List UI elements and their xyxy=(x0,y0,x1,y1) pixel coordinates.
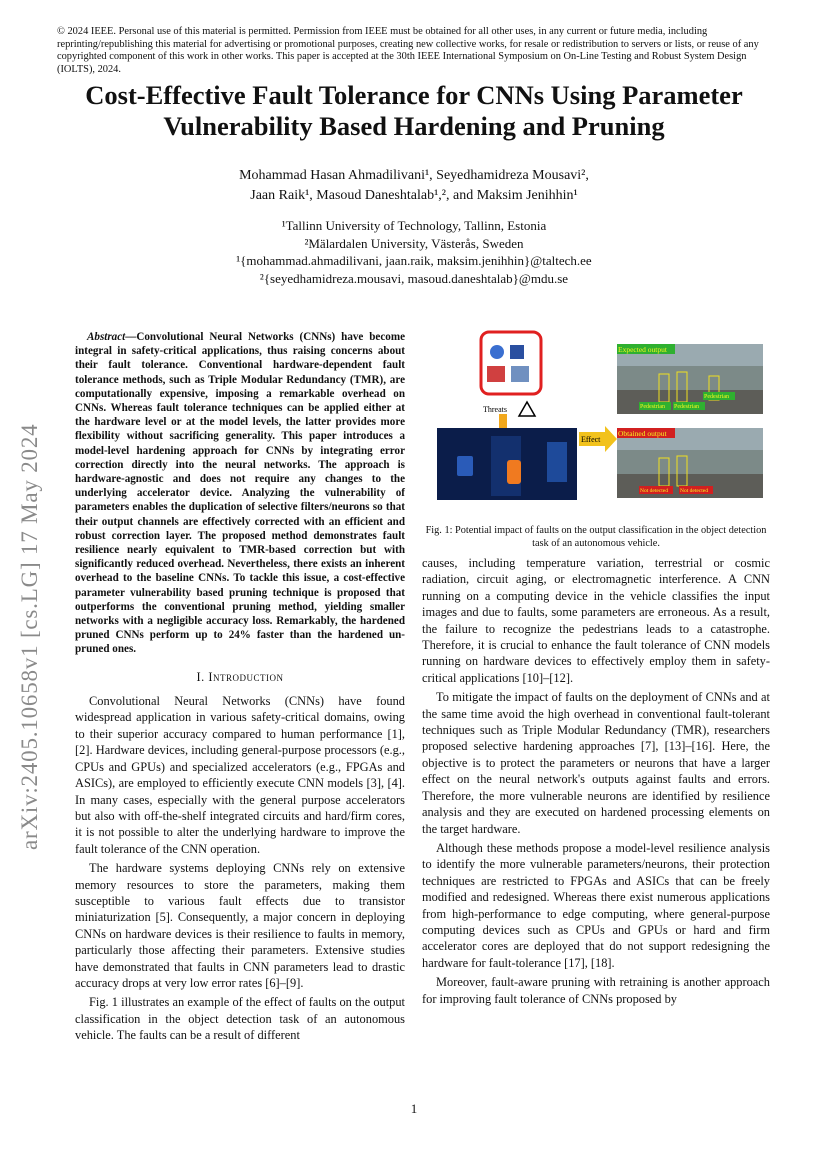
email-1: ¹{mohammad.ahmadilivani, jaan.raik, maksim.jenihhin}@taltech.ee xyxy=(236,253,592,268)
not-detected-label-1: Not detected xyxy=(640,488,668,494)
author-list xyxy=(140,166,688,206)
threats-label: Threats xyxy=(483,405,507,414)
left-column xyxy=(75,330,405,1047)
affiliation-1: ¹Tallinn University of Technology, Tallinn, Estonia xyxy=(281,218,547,233)
pedestrian-label-3: Pedestrian xyxy=(704,394,729,400)
radiation-icon xyxy=(490,345,504,359)
paragraph: causes, including temperature variation, terrestrial or cosmic radiation, circuit aging, or electromagnetic interference. A CNN running on a computing device in the vehicle classifies the input images and due to faults, some parameters are erroneous. As a result, the failure to recognize the pedestrians leads to a catastrophe. Therefore, it is crucial to enhance the fault tolerance of CNN models running on hardware devices to effectively employ them in safety-critical applications [10]–[12]. xyxy=(422,556,770,685)
arxiv-stamp: arXiv:2405.10658v1 [cs.LG] 17 May 2024 xyxy=(17,423,42,850)
effect-label: Effect xyxy=(581,435,601,444)
pedestrian-label-2: Pedestrian xyxy=(674,404,699,410)
car-icon xyxy=(507,460,521,484)
magnet-icon xyxy=(510,345,524,359)
warning-icon xyxy=(519,402,535,416)
affiliations xyxy=(140,217,688,287)
section-heading-introduction: I. Introduction xyxy=(196,669,284,684)
email-2: ²{seyedhamidreza.mousavi, masoud.daneshtalab}@mdu.se xyxy=(259,270,569,286)
copyright-notice: © 2024 IEEE. Personal use of this material is permitted. Permission from IEEE must be obtained for all other uses, in any current or future media, including reprinting/republishing this material for advertising or promotional purposes, creating new collective works, for resale or redistribution to servers or lists, or reuse of any copyrighted component of this work in other works. This paper is accepted at the 30th IEEE International Symposium on On-Line Testing and Robust System Design (IOLTS), 2024. xyxy=(57,26,759,75)
abstract-text: —Convolutional Neural Networks (CNNs) have become integral in safety-critical applications, thus raising concerns about their fault tolerance. Conventional hardware-dependent fault tolerance methods, such as Triple Modular Redundancy (TMR), are computationally expensive, imposing a remarkable overhead on CNNs. Whereas fault tolerance techniques can be applied either at the hardware level or at the model levels, the latter provides more flexibility without sacrificing generality. This paper introduces a model-level hardening approach for CNNs by integrating error correction directly into the neural networks. The approach is hardware-agnostic and does not require any changes to the underlying accelerator device. Analyzing the vulnerability of parameters enables the duplication of selective filters/neurons so that their output channels are effectively corrected with an efficient and robust correction layer. The proposed method demonstrates fault resilience nearly equivalent to TMR-based correction but with significantly reduced overhead. Nevertheless, there exists an inherent overhead to the baseline CNNs. To tackle this issue, a cost-effective parameter vulnerability based pruning technique is proposed that outperforms the conventional pruning method, yielding smaller networks with a negligible accuracy loss. Remarkably, the hardened pruned CNNs perform up to 24% faster than the hardened un-pruned ones. xyxy=(75,331,405,656)
paragraph: Moreover, fault-aware pruning with retraining is another approach for improving fault tolerance of CNNs proposed by xyxy=(422,975,770,1006)
paragraph: The hardware systems deploying CNNs rely on extensive memory resources to store the parameters, making them susceptible to various fault effects due to transistor miniaturization [5]. Consequently, a major concern in deploying CNNs on hardware devices is their resilience to faults in memory, particularly those affecting their parameters. Extensive studies have demonstrated that faults in CNN parameters lead to drastic accuracy drops at very low error rates [6]–[9]. xyxy=(75,861,405,990)
pedestrian-label-1: Pedestrian xyxy=(640,404,665,410)
figure-illustration xyxy=(437,330,763,502)
paragraph: Fig. 1 illustrates an example of the effect of faults on the output classification in the object detection task of an autonomous vehicle. The faults can be a result of different xyxy=(75,995,405,1043)
author-line-1: Mohammad Hasan Ahmadilivani¹, Seyedhamidreza Mousavi², xyxy=(239,168,589,183)
figure-1 xyxy=(437,330,763,502)
right-column xyxy=(422,555,770,1010)
abstract xyxy=(75,330,405,657)
expected-output-label: Expected output xyxy=(618,345,667,354)
affiliation-2: ²Mälardalen University, Västerås, Sweden xyxy=(304,235,524,251)
abstract-label: Abstract xyxy=(87,331,126,343)
chip-icon xyxy=(481,332,541,394)
thermometer-icon xyxy=(487,366,505,382)
paragraph: Although these methods propose a model-level resilience analysis to identify the more vulnerable parameters/neurons, their protection techniques are restricted to FPGAs and ASICs that can be freely modified and redesigned. Whereas there exist numerous applications from high-performance to edge computing, where general-purpose computing devices such as CPUs and GPUs or hard and firm accelerator cores are deployed that do not support redesigning the hardware for fault-tolerance [17], [18]. xyxy=(422,840,770,970)
paper-title: Cost-Effective Fault Tolerance for CNNs Using Parameter Vulnerability Based Hardening and Pruning xyxy=(85,80,743,141)
not-detected-label-2: Not detected xyxy=(680,488,708,494)
page-number: 1 xyxy=(410,1101,418,1116)
author-line-2: Jaan Raik¹, Masoud Daneshtalab¹,², and Maksim Jenihhin¹ xyxy=(250,188,578,203)
paragraph: Convolutional Neural Networks (CNNs) have found widespread application in various safety-critical domains, owing to their superior accuracy compared to human performance [1], [2]. Hardware devices, including general-purpose processors (e.g., CPUs and GPUs) and specialized accelerators (e.g., FPGAs and ASICs), are employed to efficiently execute CNN models [3], [4]. In many cases, especially with the general purpose accelerators but also with off-the-shelf integrated circuits and hard/firm cores, it is not possible to alter the underlying hardware to improve the fault tolerance of the CNN operation. xyxy=(75,694,405,856)
figure-caption: Fig. 1: Potential impact of faults on the output classification in the object detection task of an autonomous vehicle. xyxy=(425,525,767,549)
obtained-output-label: Obtained output xyxy=(618,429,667,438)
aging-icon xyxy=(511,366,529,382)
paragraph: To mitigate the impact of faults on the deployment of CNNs and at the same time avoid the high overhead in conventional fault-tolerant techniques such as Triple Modular Redundancy (TMR), researchers proposed selective hardening approaches [7], [13]–[16]. Here, the objective is to protect the parameters or neurons that have a larger effect on the neural network's outputs against faults and errors. Therefore, the more vulnerable neurons are identified by resilience analysis and they are executed on hardened processing elements on the target hardware. xyxy=(422,690,770,836)
